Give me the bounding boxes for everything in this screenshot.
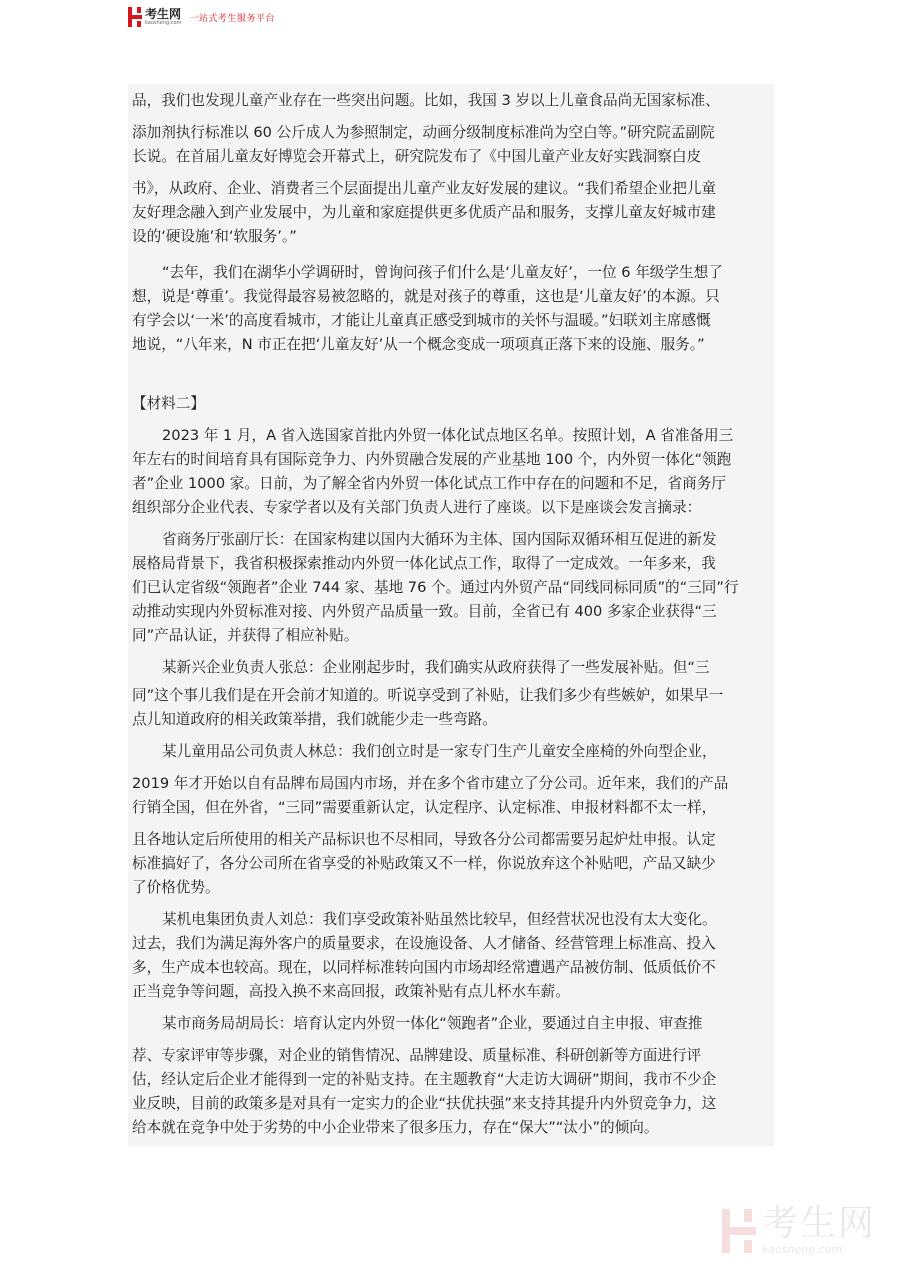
- text-line: 组织部分企业代表、专家学者以及有关部门负责人进行了座谈。以下是座谈会发言摘录：: [132, 499, 702, 516]
- text-line: 展格局背景下，我省积极探索推动内外贸一体化试点工作，取得了一定成效。一年多来，我: [132, 555, 716, 572]
- section-heading: 【材料二】: [132, 395, 205, 412]
- text-line: 同”产品认证，并获得了相应补贴。: [132, 627, 359, 644]
- text-line: 了价格优势。: [132, 879, 220, 896]
- text-line: 且各地认定后所使用的相关产品标识也不尽相同，导致各分公司都需要另起炉灶申报。认定: [132, 831, 716, 848]
- text-line: 同”这个事儿我们是在开会前才知道的。听说享受到了补贴，让我们多少有些嫉妒，如果早一: [132, 687, 724, 704]
- text-line: 友好理念融入到产业发展中，为儿童和家庭提供更多优质产品和服务，支撑儿童友好城市建: [132, 204, 716, 221]
- text-line: 想，说是‘尊重’。我觉得最容易被忽略的，就是对孩子的尊重，这也是‘儿童友好’的本源。只: [132, 288, 720, 305]
- text-line: 多，生产成本也较高。现在，以同样标准转向国内市场却经常遭遇产品被仿制、低质低价不: [132, 959, 716, 976]
- site-header: [128, 6, 275, 28]
- text-line: 书》，从政府、企业、消费者三个层面提出儿童产业友好发展的建议。“我们希望企业把儿童: [132, 180, 717, 197]
- logo-icon: [128, 7, 142, 27]
- watermark-wordmark: [761, 1203, 876, 1256]
- text-line: 长说。在首届儿童友好博览会开幕式上，研究院发布了《中国儿童产业友好实践洞察白皮: [132, 148, 702, 165]
- text-line: 点儿知道政府的相关政策举措，我们就能少走一些弯路。: [132, 711, 497, 728]
- logo-subtext: kaosheng.com: [145, 20, 182, 26]
- text-line: 2023 年 1 月，A 省入选国家首批内外贸一体化试点地区名单。按照计划，A 省准备用三: [162, 427, 734, 444]
- watermark-icon: [722, 1209, 756, 1253]
- logo-text: 考生网: [145, 7, 182, 21]
- text-line: 有学会以‘一米’的高度看城市，才能让儿童真正感受到城市的关怀与温暖。”妇联刘主席感慨: [132, 312, 711, 329]
- text-line: 年左右的时间培育具有国际竞争力、内外贸融合发展的产业基地 100 个，内外贸一体化“领跑: [132, 451, 732, 468]
- text-line: 某新兴企业负责人张总：企业刚起步时，我们确实从政府获得了一些发展补贴。但“三: [162, 659, 710, 676]
- text-line: 估，经认定后企业才能得到一定的补贴支持。在主题教育“大走访大调研”期间，我市不少企: [132, 1071, 717, 1088]
- text-line: 正当竞争等问题，高投入换不来高回报，政策补贴有点儿杯水车薪。: [132, 983, 570, 1000]
- text-line: 添加剂执行标准以 60 公斤成人为参照制定，动画分级制度标准尚为空白等。”研究院孟副院: [132, 124, 715, 141]
- text-line: 某市商务局胡局长：培育认定内外贸一体化“领跑者”企业，要通过自主申报、审查推: [162, 1015, 703, 1032]
- header-tagline: 一站式考生服务平台: [189, 13, 275, 24]
- watermark-logo: [722, 1203, 876, 1256]
- watermark-text: 考生网: [761, 1203, 876, 1244]
- text-line: 动推动实现内外贸标准对接、内外贸产品质量一致。目前，全省已有 400 多家企业获得“三: [132, 603, 717, 620]
- text-line: 给本就在竞争中处于劣势的中小企业带来了很多压力，存在“保大”“汰小”的倾向。: [132, 1119, 659, 1136]
- text-line: 标准搞好了，各分公司所在省享受的补贴政策又不一样，你说放弃这个补贴吧，产品又缺少: [132, 855, 716, 872]
- text-line: 行销全国，但在外省，“三同”需要重新认定，认定程序、认定标准、申报材料都不太一样，: [132, 799, 717, 816]
- document-body: [128, 84, 774, 1146]
- text-line: 2019 年才开始以自有品牌布局国内市场，并在多个省市建立了分公司。近年来，我们的产品: [132, 775, 729, 792]
- text-line: 设的‘硬设施’和‘软服务’。”: [132, 228, 297, 245]
- logo-wordmark: [145, 8, 181, 26]
- text-line: 地说，“八年来，N 市正在把‘儿童友好’从一个概念变成一项项真正落下来的设施、服务。”: [132, 336, 705, 353]
- watermark-subtext: kaosheng.com: [761, 1243, 843, 1256]
- text-line: 某机电集团负责人刘总：我们享受政策补贴虽然比较早，但经营状况也没有太大变化。: [162, 911, 717, 928]
- text-line: “去年，我们在湖华小学调研时，曾询问孩子们什么是‘儿童友好’，一位 6 年级学生想了: [162, 264, 723, 281]
- text-line: 者”企业 1000 家。日前，为了解全省内外贸一体化试点工作中存在的问题和不足，省商务厅: [132, 475, 726, 492]
- text-line: 们已认定省级“领跑者”企业 744 家、基地 76 个。通过内外贸产品“同线同标同质”的“三同”行: [132, 579, 739, 596]
- text-line: 业反映，目前的政策多是对具有一定实力的企业“扶优扶强”来支持其提升内外贸竞争力，这: [132, 1095, 717, 1112]
- text-line: 某儿童用品公司负责人林总：我们创立时是一家专门生产儿童安全座椅的外向型企业，: [162, 743, 717, 760]
- text-line: 荐、专家评审等步骤，对企业的销售情况、品牌建设、质量标准、科研创新等方面进行评: [132, 1047, 702, 1064]
- text-line: 品，我们也发现儿童产业存在一些突出问题。比如，我国 3 岁以上儿童食品尚无国家标准、: [132, 92, 720, 109]
- text-line: 省商务厅张副厅长：在国家构建以国内大循环为主体、国内国际双循环相互促进的新发: [162, 531, 717, 548]
- text-line: 过去，我们为满足海外客户的质量要求，在设施设备、人才储备、经营管理上标准高、投入: [132, 935, 716, 952]
